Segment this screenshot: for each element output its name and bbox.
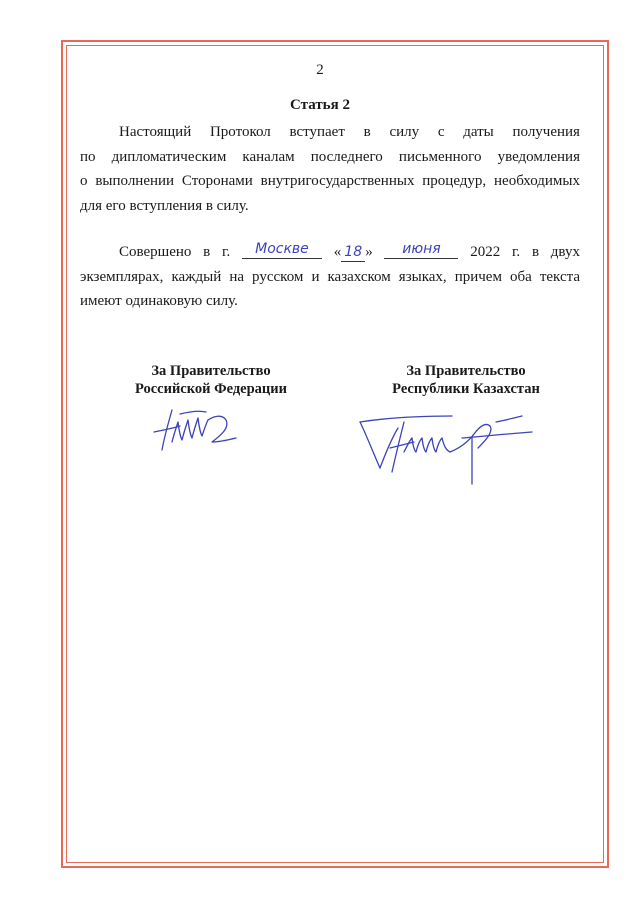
signatory-line: За Правительство: [151, 363, 271, 379]
word: и: [311, 268, 320, 285]
word: вступает: [289, 124, 345, 140]
signature-kazakhstan: [356, 408, 536, 490]
word: уведомления: [497, 148, 580, 165]
signature-russia: [150, 402, 240, 458]
word: Совершено: [119, 244, 192, 260]
word: г.: [222, 244, 231, 260]
signatory-line: За Правительство: [406, 363, 526, 379]
word: с: [437, 124, 445, 140]
word: силу: [389, 124, 420, 140]
word: выполнении: [95, 173, 175, 189]
article-title: Статья 2: [290, 97, 350, 113]
word: двух: [550, 244, 580, 260]
word: для его вступления в силу.: [80, 197, 249, 214]
word: оба: [509, 268, 532, 285]
word: последнего: [310, 148, 383, 165]
quote-open: «: [333, 244, 342, 260]
paragraph-line: [80, 240, 580, 265]
word: Настоящий: [119, 124, 192, 140]
signatory-line: Российской Федерации: [134, 381, 287, 397]
word: в: [203, 244, 211, 260]
word: Протокол: [209, 124, 271, 140]
page-number: 2: [316, 62, 324, 78]
word: причем: [454, 268, 502, 285]
paragraph-line: [80, 265, 580, 290]
handwritten-month: июня: [384, 240, 458, 259]
word: текста: [539, 268, 580, 285]
paragraph-line: [80, 194, 580, 219]
word: Сторонами: [181, 173, 253, 189]
word: г.: [511, 244, 521, 260]
word: о: [80, 173, 88, 189]
word: имеют одинаковую силу.: [80, 293, 238, 309]
paragraph-entry-into-force: [80, 120, 580, 218]
paragraph-line: [80, 145, 580, 170]
word: получения: [512, 124, 580, 140]
word: на: [229, 268, 245, 285]
signatory-kazakhstan: [351, 362, 581, 398]
signatory-russia: [96, 362, 326, 398]
word: казахском: [327, 268, 391, 285]
word: письменного: [398, 148, 482, 165]
word: экземплярах,: [80, 268, 164, 285]
paragraph-line: [80, 120, 580, 145]
word: в: [531, 244, 540, 260]
word: русском: [252, 268, 304, 285]
handwritten-day: 18: [341, 243, 365, 262]
word: необходимых: [494, 173, 580, 189]
word: каналам: [242, 148, 295, 165]
quote-close: »: [365, 244, 373, 260]
paragraph-line: [80, 169, 580, 194]
paragraph-done-at: [80, 240, 580, 314]
handwritten-city: Москве: [242, 240, 322, 259]
word: дипломатическим: [111, 148, 227, 165]
signatory-line: Республики Казахстан: [392, 381, 540, 397]
word: в: [363, 124, 371, 140]
word: процедур,: [422, 173, 487, 189]
word: языках,: [398, 268, 447, 285]
word: даты: [463, 124, 494, 140]
word: по: [80, 148, 96, 165]
word: каждый: [171, 268, 222, 285]
paragraph-line: [80, 289, 580, 314]
date-day-group: [334, 240, 373, 265]
word: внутригосударственных: [260, 173, 415, 189]
year: 2022: [470, 244, 501, 260]
